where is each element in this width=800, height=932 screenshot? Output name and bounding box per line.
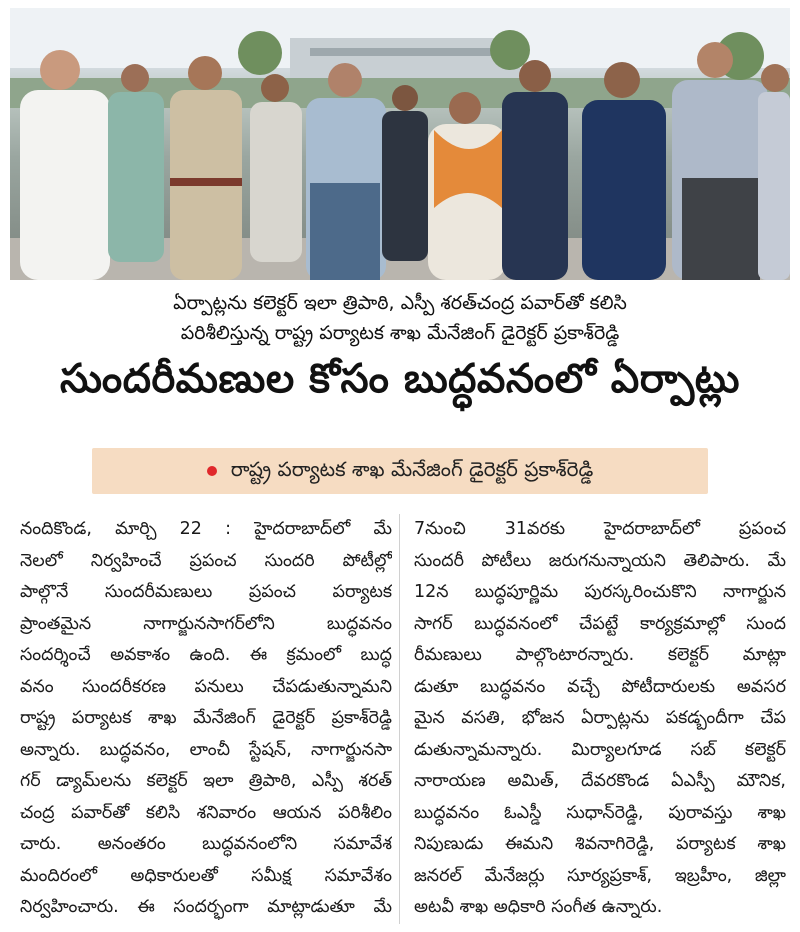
article-line: డుతూ బుద్ధవనం వచ్చే పోటీదారులకు అవసర (414, 676, 786, 697)
article-line: సాగర్ బుద్ధవనంలో చేపట్టే కార్యక్రమాల్లో సుంద (414, 613, 786, 634)
article-line: అన్నారు. బుద్ధవనం, లాంచీ స్టేషన్, నాగార్జునసా (20, 739, 392, 760)
headline: సుందరీమణుల కోసం బుద్ధవనంలో ఏర్పాట్లు (60, 356, 740, 402)
subheadline-box (92, 448, 708, 494)
article-line: గర్ డ్యామ్‌లను కలెక్టర్ ఇలా త్రిపాఠి, ఎస్పీ శరత్ (20, 771, 392, 791)
article-line: చంద్ర పవార్‌తో కలిసి శనివారం ఆయన పరిశీలిం (20, 802, 392, 823)
article-line: సందర్శించే అవకాశం ఉంది. ఈ క్రమంలో బుద్ధ (20, 645, 392, 665)
article-line: డుతున్నామన్నారు. మిర్యాలగూడ సబ్ కలెక్టర్ (414, 739, 786, 760)
article-line: నిపుణుడు ఈమని శివనాగిరెడ్డి, పర్యాటక శాఖ (414, 834, 786, 854)
article-line: నెలలో నిర్వహించే ప్రపంచ సుందరి పోటీల్లో (20, 550, 392, 571)
article-line: అటవీ శాఖ అధికారి సంగీత ఉన్నారు. (414, 897, 663, 917)
article-line: నారాయణ అమిత్, దేవరకొండ ఏఎస్పీ మౌనిక, (414, 771, 786, 791)
column-divider (399, 514, 400, 924)
caption-line-2: పరిశీలిస్తున్న రాష్ట్ర పర్యాటక శాఖ మేనేజింగ్ డైరెక్టర్ ప్రకాశ్‌రెడ్డి (180, 322, 620, 344)
article-line: 12న బుద్ధపూర్ణిమ పురస్కరించుకొని నాగార్జున (414, 582, 786, 602)
article-line: రీమణులు పాల్గొంటారన్నారు. కలెక్టర్ మాట్లా (414, 645, 786, 665)
article-line: ప్రాంతమైన నాగార్జునసాగర్‌లోని బుద్ధవనం (20, 613, 392, 634)
article-line: మందిరంలో అధికారులతో సమీక్ష సమావేశం (20, 865, 392, 886)
article-column-right (414, 514, 786, 924)
article-line: 7నుంచి 31వరకు హైదరాబాద్‌లో ప్రపంచ (414, 519, 786, 539)
article-line: నందికొండ, మార్చి 22 : హైదరాబాద్‌లో మే (20, 519, 392, 539)
article-line: వనం సుందరీకరణ పనులు చేపడుతున్నామని (20, 676, 392, 697)
photo-caption (40, 288, 760, 348)
bullet-icon (207, 466, 217, 476)
article-line: సుందరీ పోటీలు జరుగనున్నాయని తెలిపారు. మే (414, 550, 786, 571)
article-line: నిర్వహించారు. ఈ సందర్భంగా మాట్లాడుతూ మే (20, 897, 392, 917)
article-line: రాష్ట్ర పర్యాటక శాఖ మేనేజింగ్ డైరెక్టర్ ప్రకాశ్‌రెడ్డి (20, 708, 392, 728)
article-line: చారు. అనంతరం బుద్ధవనంలోని సమావేశ (20, 834, 392, 854)
article-line: బుద్ధవనం ఓఎస్డీ సుధాన్‌రెడ్డి, పురావస్తు శాఖ (414, 802, 786, 823)
subheadline-text: రాష్ట్ర పర్యాటక శాఖ మేనేజింగ్ డైరెక్టర్ ప్రకాశ్‌రెడ్డి (230, 456, 594, 481)
caption-line-1: ఏర్పాట్లను కలెక్టర్ ఇలా త్రిపాఠి, ఎస్పీ శరత్‌చంద్ర పవార్‌తో కలిసి (173, 292, 627, 314)
article-line: మైన వసతి, భోజన ఏర్పాట్లను పకడ్బందీగా చేప (414, 708, 786, 728)
article-line: పాల్గొనే సుందరీమణులు ప్రపంచ పర్యాటక (20, 582, 392, 602)
article-column-left (20, 514, 392, 924)
group-inspection-photo (10, 8, 790, 280)
news-photo (10, 8, 790, 280)
article-line: జనరల్ మేనేజర్లు సూర్యప్రకాశ్, ఇబ్రహీం, జిల్లా (414, 865, 786, 886)
